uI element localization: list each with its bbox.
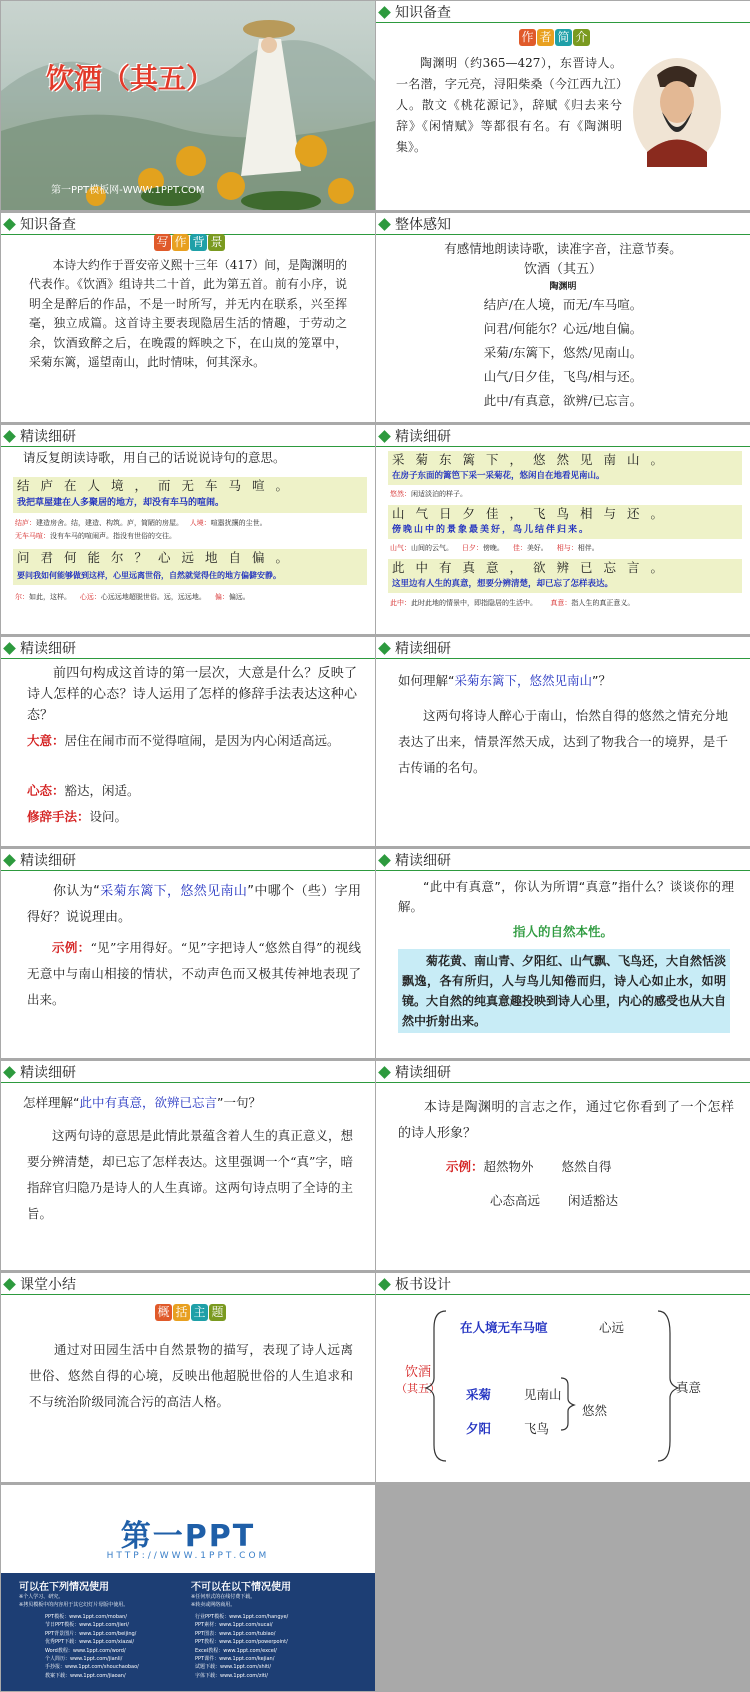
link[interactable]: 行业PPT模板：www.1ppt.com/hangye/ bbox=[195, 1614, 289, 1620]
divider bbox=[1, 1294, 375, 1295]
board-f: 夕阳 bbox=[466, 1421, 492, 1436]
poem-line: 问君/何能尔？心远/地自偏。 bbox=[483, 321, 643, 336]
slide-title[interactable] bbox=[1, 1, 375, 210]
diamond-icon bbox=[3, 1278, 16, 1291]
verse-translation: 要问我如何能够做到这样，心里远离世俗，自然就觉得住的地方偏僻安静。 bbox=[17, 570, 281, 580]
answer: 这两句将诗人醉心于南山，怡然自得的悠然之情充分地表达了出来，情景浑然天成，达到了物我合一的境界，是千古传诵的名句。 bbox=[398, 708, 728, 775]
diamond-icon bbox=[3, 854, 16, 867]
annotation: 结庐：建造房舍。结，建造、构筑。庐，简陋的房屋。 人境：喧嚣扰攘的尘世。 无车马喧：没有车马的喧闹声。指没有世俗的交往。 bbox=[15, 519, 267, 540]
slide-header: 板书设计 bbox=[380, 1275, 451, 1293]
verse-line: 结庐在人境，而无车马喧。 bbox=[17, 478, 300, 493]
poem-line: 山气/日夕佳，飞鸟/相与还。 bbox=[483, 369, 643, 384]
author-text: 陶渊明（约365—427），东晋诗人。一名潜，字元亮，浔阳柴桑（今江西九江）人。散文《桃花源记》，辞赋《归去来兮辞》《闲情赋》等都很有名。有《陶渊明集》。 bbox=[396, 56, 622, 154]
annotation: 尔：如此，这样。 心远：心远远地超脱世俗。远，远远地。 偏：偏远。 bbox=[15, 593, 250, 601]
verse-line: 采菊东篱下，悠然见南山。 bbox=[392, 452, 675, 467]
slide-header: 精读细研 bbox=[380, 1063, 451, 1081]
question: 你认为“采菊东篱下，悠然见南山”中哪个（些）字用得好？说说理由。 bbox=[27, 884, 361, 925]
verse-block bbox=[388, 505, 742, 539]
verse-block bbox=[388, 451, 742, 485]
slide-close-read-4[interactable] bbox=[376, 637, 750, 846]
link[interactable]: PPT素材：www.1ppt.com/sucai/ bbox=[195, 1622, 273, 1629]
slide-overall[interactable] bbox=[376, 213, 750, 422]
slide-header: 课堂小结 bbox=[5, 1275, 76, 1293]
link[interactable]: Word教程：www.1ppt.com/word/ bbox=[45, 1647, 126, 1654]
verse-line: 山气日夕佳，飞鸟相与还。 bbox=[392, 506, 675, 521]
divider bbox=[1, 446, 375, 447]
board-g: 飞鸟 bbox=[524, 1421, 550, 1436]
slide-header: 精读细研 bbox=[5, 1063, 76, 1081]
portrait-image bbox=[632, 57, 722, 167]
slide-summary[interactable] bbox=[1, 1273, 375, 1482]
slide-author[interactable] bbox=[376, 1, 750, 210]
poem-title: 饮酒（其五） bbox=[523, 262, 602, 277]
verse-translation: 在房子东面的篱笆下采一采菊花，悠闲自在地看见南山。 bbox=[392, 471, 605, 481]
answer-main: 大意：居住在闹市而不觉得喧闹，是因为内心闲适高远。 bbox=[27, 733, 340, 748]
cannot-use-title: 不可以在以下情况使用 bbox=[191, 1582, 291, 1593]
link[interactable]: 节日PPT模板：www.1ppt.com/jieri/ bbox=[45, 1622, 129, 1629]
annotation: 此中：此时此地的情景中，即指隐居的生活中。 真意：指人生的真正意义。 bbox=[390, 599, 635, 607]
diamond-icon bbox=[378, 6, 391, 19]
can-use-2: ※拷贝模板中的内容用于其它幻灯片母版中使用。 bbox=[19, 1602, 129, 1608]
promo-logo: 第一PPT bbox=[120, 1519, 256, 1554]
diamond-icon bbox=[378, 430, 391, 443]
annotation: 山气：山间的云气。 日夕：傍晚。 佳：美好。 相与：相伴。 bbox=[390, 544, 599, 552]
slide-header: 精读细研 bbox=[380, 851, 451, 869]
link[interactable]: PPT课件：www.1ppt.com/kejian/ bbox=[195, 1656, 275, 1663]
diamond-icon bbox=[3, 218, 16, 231]
slide-close-read-3[interactable] bbox=[1, 637, 375, 846]
board-e: 悠然 bbox=[582, 1403, 608, 1418]
badge-theme: 概 括 主 题 bbox=[155, 1304, 226, 1321]
cannot-use-1: ※任何形式的在线付费下载。 bbox=[191, 1594, 256, 1600]
link[interactable]: PPT模板：www.1ppt.com/moban/ bbox=[45, 1614, 127, 1620]
can-use-1: ※个人学习、研究。 bbox=[19, 1594, 64, 1600]
link[interactable]: 字体下载：www.1ppt.com/ziti/ bbox=[195, 1672, 268, 1679]
link[interactable]: PPT教程：www.1ppt.com/powerpoint/ bbox=[195, 1639, 288, 1646]
slide-header: 知识备查 bbox=[380, 3, 451, 21]
answer-box: 菊花黄、南山青、夕阳红、山气飘、飞鸟还，大自然恬淡飘逸，各有所归，人与鸟儿知倦而归，诗人心如止水，如明镜。大自然的纯真意趣投映到诗人心里，内心的感受也从大自然中折射出来。 bbox=[398, 949, 730, 1033]
link[interactable]: PPT图表：www.1ppt.com/tubiao/ bbox=[195, 1630, 276, 1637]
landscape-illustration bbox=[1, 1, 375, 210]
summary-text: 通过对田园生活中自然景物的描写，表现了诗人远离世俗、悠然自得的心境，反映出他超脱世俗的人生追求和不与统治阶级同流合污的高洁人格。 bbox=[29, 1342, 353, 1409]
slide-header: 精读细研 bbox=[5, 639, 76, 657]
link[interactable]: 手抄报：www.1ppt.com/shouchaobao/ bbox=[45, 1664, 139, 1671]
poem-line: 采菊/东篱下，悠然/见南山。 bbox=[483, 345, 643, 360]
divider bbox=[376, 234, 750, 235]
slide-close-read-2[interactable] bbox=[376, 425, 750, 634]
diamond-icon bbox=[3, 1066, 16, 1079]
verse-line: 此中有真意，欲辨已忘言。 bbox=[392, 560, 675, 575]
diamond-icon bbox=[378, 642, 391, 655]
divider bbox=[376, 446, 750, 447]
verse-translation: 我把草屋建在人多聚居的地方，却没有车马的喧闹。 bbox=[17, 498, 225, 508]
watermark: 第一PPT模板网-WWW.1PPT.COM bbox=[51, 185, 205, 196]
diamond-icon bbox=[378, 1066, 391, 1079]
background-text: 本诗大约作于晋安帝义熙十三年（417）间，是陶渊明的代表作。《饮酒》组诗共二十首，此为第五首。前有小序，说明全是醉后的作品，不是一时所写，并无内在联系，兴至挥毫，独立成篇。这首诗主要表现隐居生活的情趣，于劳动之余，饮酒致醉之后，在晚霞的辉映之下，在山岚的笼罩中，采菊东篱，遥望南山，此时情味，何其深永。 bbox=[29, 258, 347, 370]
question: 前四句构成这首诗的第一层次，大意是什么？反映了诗人怎样的心态？诗人运用了怎样的修辞手法表达这种心态？ bbox=[27, 666, 357, 723]
slide-board-design[interactable] bbox=[376, 1273, 750, 1482]
divider bbox=[1, 870, 375, 871]
slide-template-promo[interactable] bbox=[1, 1485, 375, 1691]
link[interactable]: 优秀PPT下载：www.1ppt.com/xiazai/ bbox=[45, 1639, 135, 1646]
annotation: 悠然：闲适淡泊的样子。 bbox=[390, 490, 467, 498]
poem-lines bbox=[376, 293, 750, 413]
board-d: 见南山 bbox=[524, 1387, 562, 1402]
answer-short: 指人的自然本性。 bbox=[512, 924, 613, 939]
board-title: 饮酒 （其五） bbox=[396, 1365, 440, 1395]
answer-row-1: 示例：超然物外 悠然自得 bbox=[446, 1159, 612, 1174]
badge-writing-background: 写 作 背 景 bbox=[154, 234, 225, 251]
verse-translation: 傍晚山中的景象最美好，鸟儿结伴归来。 bbox=[392, 525, 591, 535]
diamond-icon bbox=[3, 642, 16, 655]
answer-rhetoric: 修辞手法：设问。 bbox=[27, 809, 128, 824]
verse-block bbox=[388, 559, 742, 593]
question: 本诗是陶渊明的言志之作，通过它你看到了一个怎样的诗人形象？ bbox=[398, 1100, 734, 1141]
poem-author: 陶渊明 bbox=[549, 282, 577, 292]
slide-close-read-1[interactable] bbox=[1, 425, 375, 634]
badge-author-intro: 作 者 简 介 bbox=[519, 29, 590, 46]
link[interactable]: 个人简历：www.1ppt.com/jianli/ bbox=[45, 1656, 123, 1663]
divider bbox=[376, 1082, 750, 1083]
answer-mood: 心态：豁达，闲适。 bbox=[27, 783, 140, 798]
answer: 示例：“见”字用得好。“见”字把诗人“悠然自得”的视线无意中与南山相接的情状，不动声色而又极其传神地表现了出来。 bbox=[27, 940, 361, 1007]
verse-block bbox=[13, 477, 367, 513]
verse-block bbox=[13, 549, 367, 585]
answer-row-2: 心态高远 闲适豁达 bbox=[490, 1193, 619, 1208]
links-right bbox=[195, 1613, 288, 1680]
links-left bbox=[45, 1613, 139, 1680]
slide-close-read-6[interactable] bbox=[376, 849, 750, 1058]
poem-line: 结庐/在人境，而无/车马喧。 bbox=[483, 297, 643, 312]
board-b: 心远 bbox=[599, 1320, 625, 1335]
verse-line: 问君何能尔？心远地自偏。 bbox=[17, 550, 300, 565]
divider bbox=[376, 22, 750, 23]
answer: 这两句诗的意思是此情此景蕴含着人生的真正意义，想要分辨清楚，却已忘了怎样表达。这里强调一个“真”字，暗指辞官归隐乃是诗人的人生真谛。这两句诗点明了全诗的主旨。 bbox=[27, 1128, 353, 1221]
diamond-icon bbox=[3, 430, 16, 443]
question: 怎样理解“此中有真意，欲辨已忘言”一句？ bbox=[23, 1095, 261, 1110]
link[interactable]: 试题下载：www.1ppt.com/shiti/ bbox=[195, 1664, 272, 1671]
slide-title-text: 饮酒（其五） bbox=[46, 62, 215, 95]
promo-info-panel bbox=[1, 1573, 375, 1691]
divider bbox=[376, 658, 750, 659]
diamond-icon bbox=[378, 854, 391, 867]
cannot-use-2: ※转卖或网络商用。 bbox=[191, 1602, 236, 1608]
link[interactable]: PPT背景图片：www.1ppt.com/beijing/ bbox=[45, 1630, 137, 1637]
board-a: 在人境无车马喧 bbox=[460, 1320, 548, 1335]
slide-background[interactable] bbox=[1, 213, 375, 422]
slide-header: 精读细研 bbox=[5, 427, 76, 445]
divider bbox=[1, 1082, 375, 1083]
slide-header: 知识备查 bbox=[5, 215, 76, 233]
divider bbox=[1, 658, 375, 659]
slide-header: 精读细研 bbox=[380, 427, 451, 445]
promo-url: HTTP://WWW.1PPT.COM bbox=[106, 1551, 270, 1561]
board-h: 真意 bbox=[676, 1380, 702, 1395]
link[interactable]: Excel教程：www.1ppt.com/excel/ bbox=[195, 1647, 277, 1654]
slide-header: 整体感知 bbox=[380, 215, 451, 233]
instruction: 请反复朗读诗歌，用自己的话说说诗句的意思。 bbox=[23, 450, 286, 465]
board-c: 采菊 bbox=[466, 1387, 492, 1402]
slide-header: 精读细研 bbox=[5, 851, 76, 869]
diamond-icon bbox=[378, 218, 391, 231]
question: “此中有真意”，你认为所谓“真意”指什么？谈谈你的理解。 bbox=[398, 879, 734, 914]
slide-close-read-5[interactable] bbox=[1, 849, 375, 1058]
poem-line: 此中/有真意，欲辨/已忘言。 bbox=[483, 393, 643, 408]
instruction: 有感情地朗读诗歌，读准字音，注意节奏。 bbox=[444, 241, 682, 256]
question: 如何理解“采菊东篱下，悠然见南山”？ bbox=[398, 673, 611, 688]
slide-header: 精读细研 bbox=[380, 639, 451, 657]
divider bbox=[376, 870, 750, 871]
can-use-title: 可以在下列情况使用 bbox=[19, 1582, 109, 1593]
link[interactable]: 教案下载：www.1ppt.com/jiaoan/ bbox=[45, 1672, 126, 1679]
slide-close-read-7[interactable] bbox=[1, 1061, 375, 1270]
slide-close-read-8[interactable] bbox=[376, 1061, 750, 1270]
verse-translation: 这里边有人生的真意，想要分辨清楚，却已忘了怎样表达。 bbox=[392, 579, 614, 589]
